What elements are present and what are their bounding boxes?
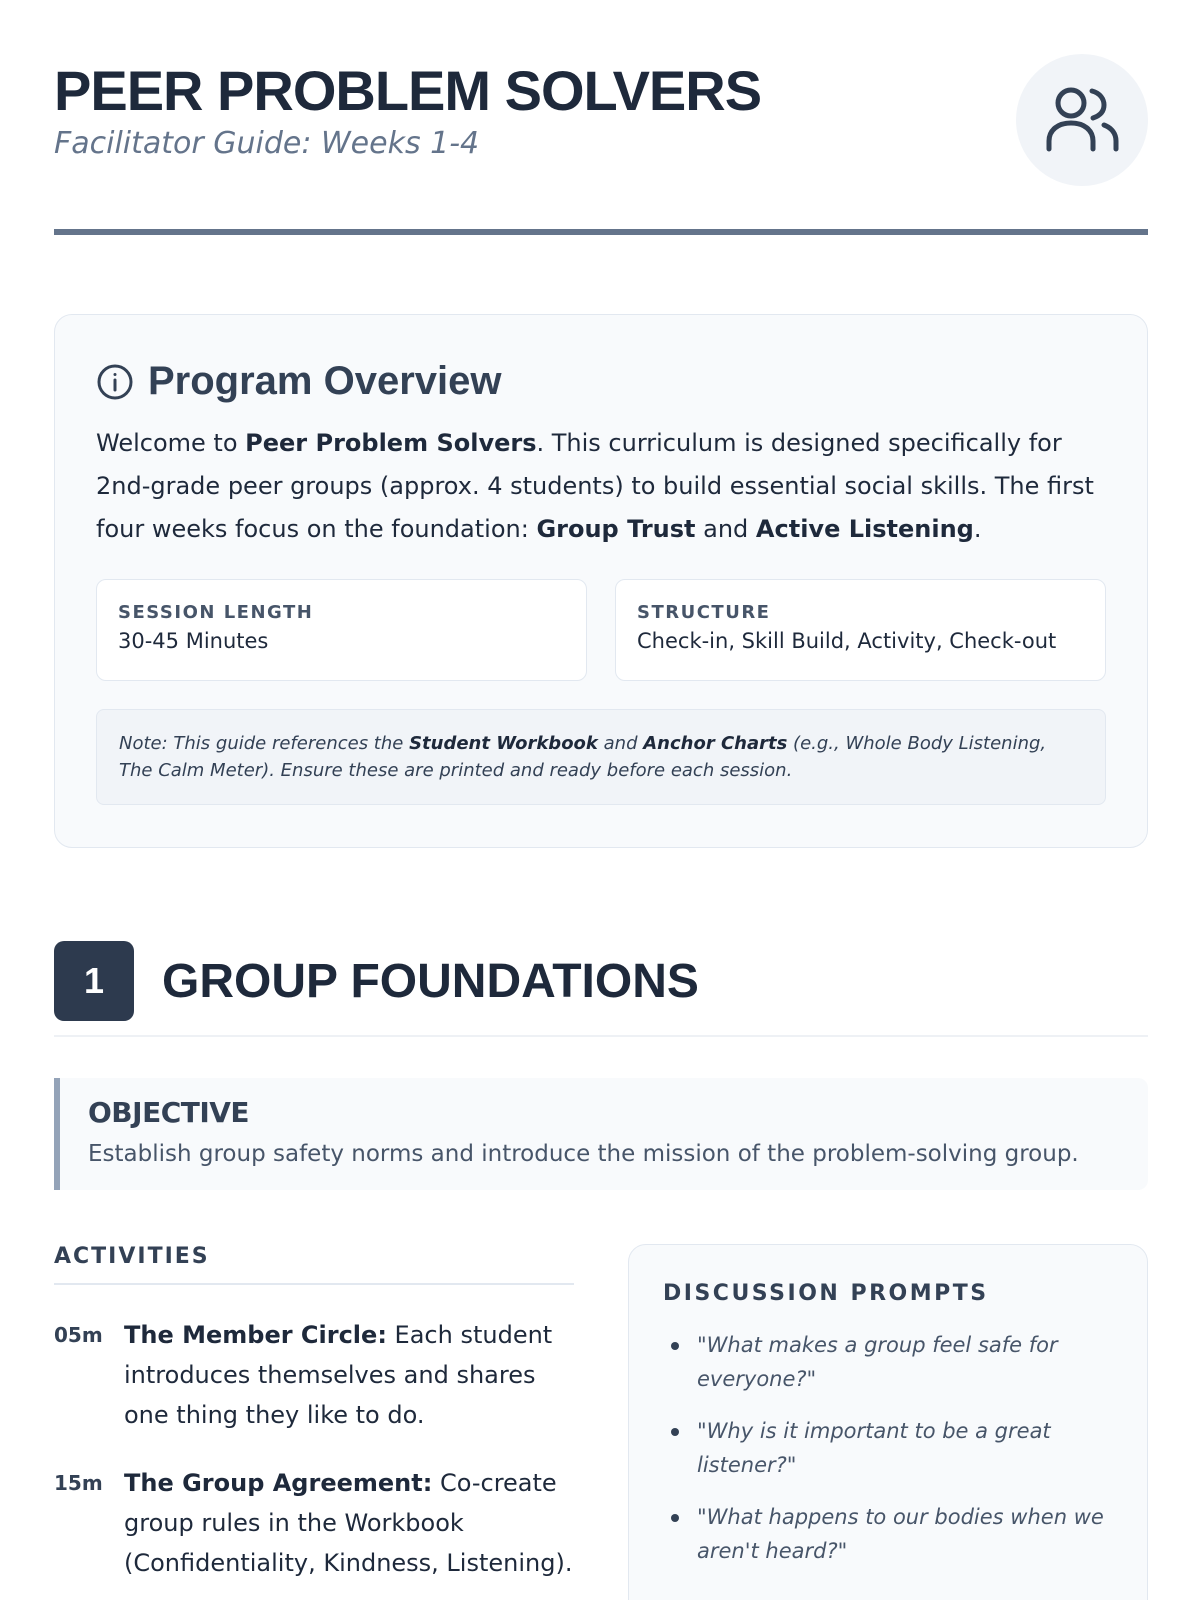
- prompt-item: [663, 1414, 1113, 1482]
- objective-text: Establish group safety norms and introduce the mission of the problem-solving group.: [88, 1141, 1079, 1167]
- overview-text: and: [695, 515, 756, 543]
- structure-label: STRUCTURE: [637, 602, 771, 623]
- bullet-icon: [671, 1342, 679, 1350]
- student-workbook-ref: Student Workbook: [409, 733, 598, 754]
- session-length-label: SESSION LENGTH: [118, 602, 314, 623]
- prompt-text: "Why is it important to be a great listener?": [697, 1419, 1051, 1477]
- note-text: (e.g., Whole Body Listening, The Calm Meter). Ensure these are printed and ready before each session.: [119, 733, 1047, 781]
- bullet-icon: [671, 1428, 679, 1436]
- focus-listening: Active Listening: [755, 515, 974, 543]
- prompt-text: "What makes a group feel safe for everyone?": [697, 1333, 1058, 1391]
- anchor-charts-ref: Anchor Charts: [643, 733, 788, 754]
- prompts-heading: DISCUSSION PROMPTS: [663, 1281, 989, 1306]
- overview-description: [96, 422, 1106, 551]
- objective-label: OBJECTIVE: [88, 1096, 250, 1129]
- note-text: Note: This guide references the: [119, 733, 410, 754]
- activity-description: [124, 1463, 574, 1583]
- activity-item: [54, 1463, 574, 1583]
- note-text: and: [597, 733, 644, 754]
- week-header: [54, 941, 1148, 1037]
- overview-info-cards: [96, 579, 1106, 681]
- prompt-item: [663, 1500, 1113, 1568]
- focus-trust: Group Trust: [536, 515, 696, 543]
- activities-heading: ACTIVITIES: [54, 1244, 574, 1285]
- activity-description: [124, 1315, 574, 1435]
- page-header: [54, 60, 1148, 235]
- users-icon: [1044, 85, 1120, 155]
- activity-item: [54, 1315, 574, 1435]
- activity-time: 05m: [54, 1323, 103, 1347]
- info-icon: [96, 363, 134, 401]
- overview-header: [96, 359, 1106, 404]
- activity-text: Co-create group rules in the Workbook (Confidentiality, Kindness, Listening).: [124, 1469, 573, 1577]
- structure-card: [615, 579, 1106, 681]
- page-title: PEER PROBLEM SOLVERS: [54, 59, 762, 122]
- materials-note: [96, 709, 1106, 805]
- program-overview-card: [54, 314, 1148, 848]
- page-subtitle: Facilitator Guide: Weeks 1-4: [54, 125, 480, 161]
- overview-text: .: [973, 515, 982, 543]
- bullet-icon: [671, 1514, 679, 1522]
- activity-name: The Member Circle:: [124, 1321, 387, 1349]
- week-title: GROUP FOUNDATIONS: [162, 955, 699, 1008]
- activity-name: The Group Agreement:: [124, 1469, 433, 1497]
- overview-heading: Program Overview: [148, 359, 502, 403]
- activity-text: Each student introduces themselves and shares one thing they like to do.: [124, 1321, 553, 1429]
- session-length-card: [96, 579, 587, 681]
- week-number-badge: 1: [54, 941, 134, 1021]
- structure-value: Check-in, Skill Build, Activity, Check-out: [637, 629, 1057, 653]
- prompt-item: [663, 1328, 1113, 1396]
- avatar: [1016, 54, 1148, 186]
- program-name: Peer Problem Solvers: [245, 429, 537, 457]
- session-length-value: 30-45 Minutes: [118, 629, 269, 653]
- activity-time: 15m: [54, 1471, 103, 1495]
- prompts-list: [663, 1328, 1113, 1568]
- objective-block: [54, 1078, 1148, 1190]
- overview-text: Welcome to: [96, 429, 246, 457]
- activities-section: [54, 1244, 574, 1583]
- discussion-prompts-card: [628, 1244, 1148, 1600]
- prompt-text: "What happens to our bodies when we aren't heard?": [697, 1505, 1104, 1563]
- overview-text: . This curriculum is designed specifically for 2nd-grade peer groups (approx. 4 students) to build essential social skills. The first four weeks focus on the foundation:: [96, 429, 1094, 543]
